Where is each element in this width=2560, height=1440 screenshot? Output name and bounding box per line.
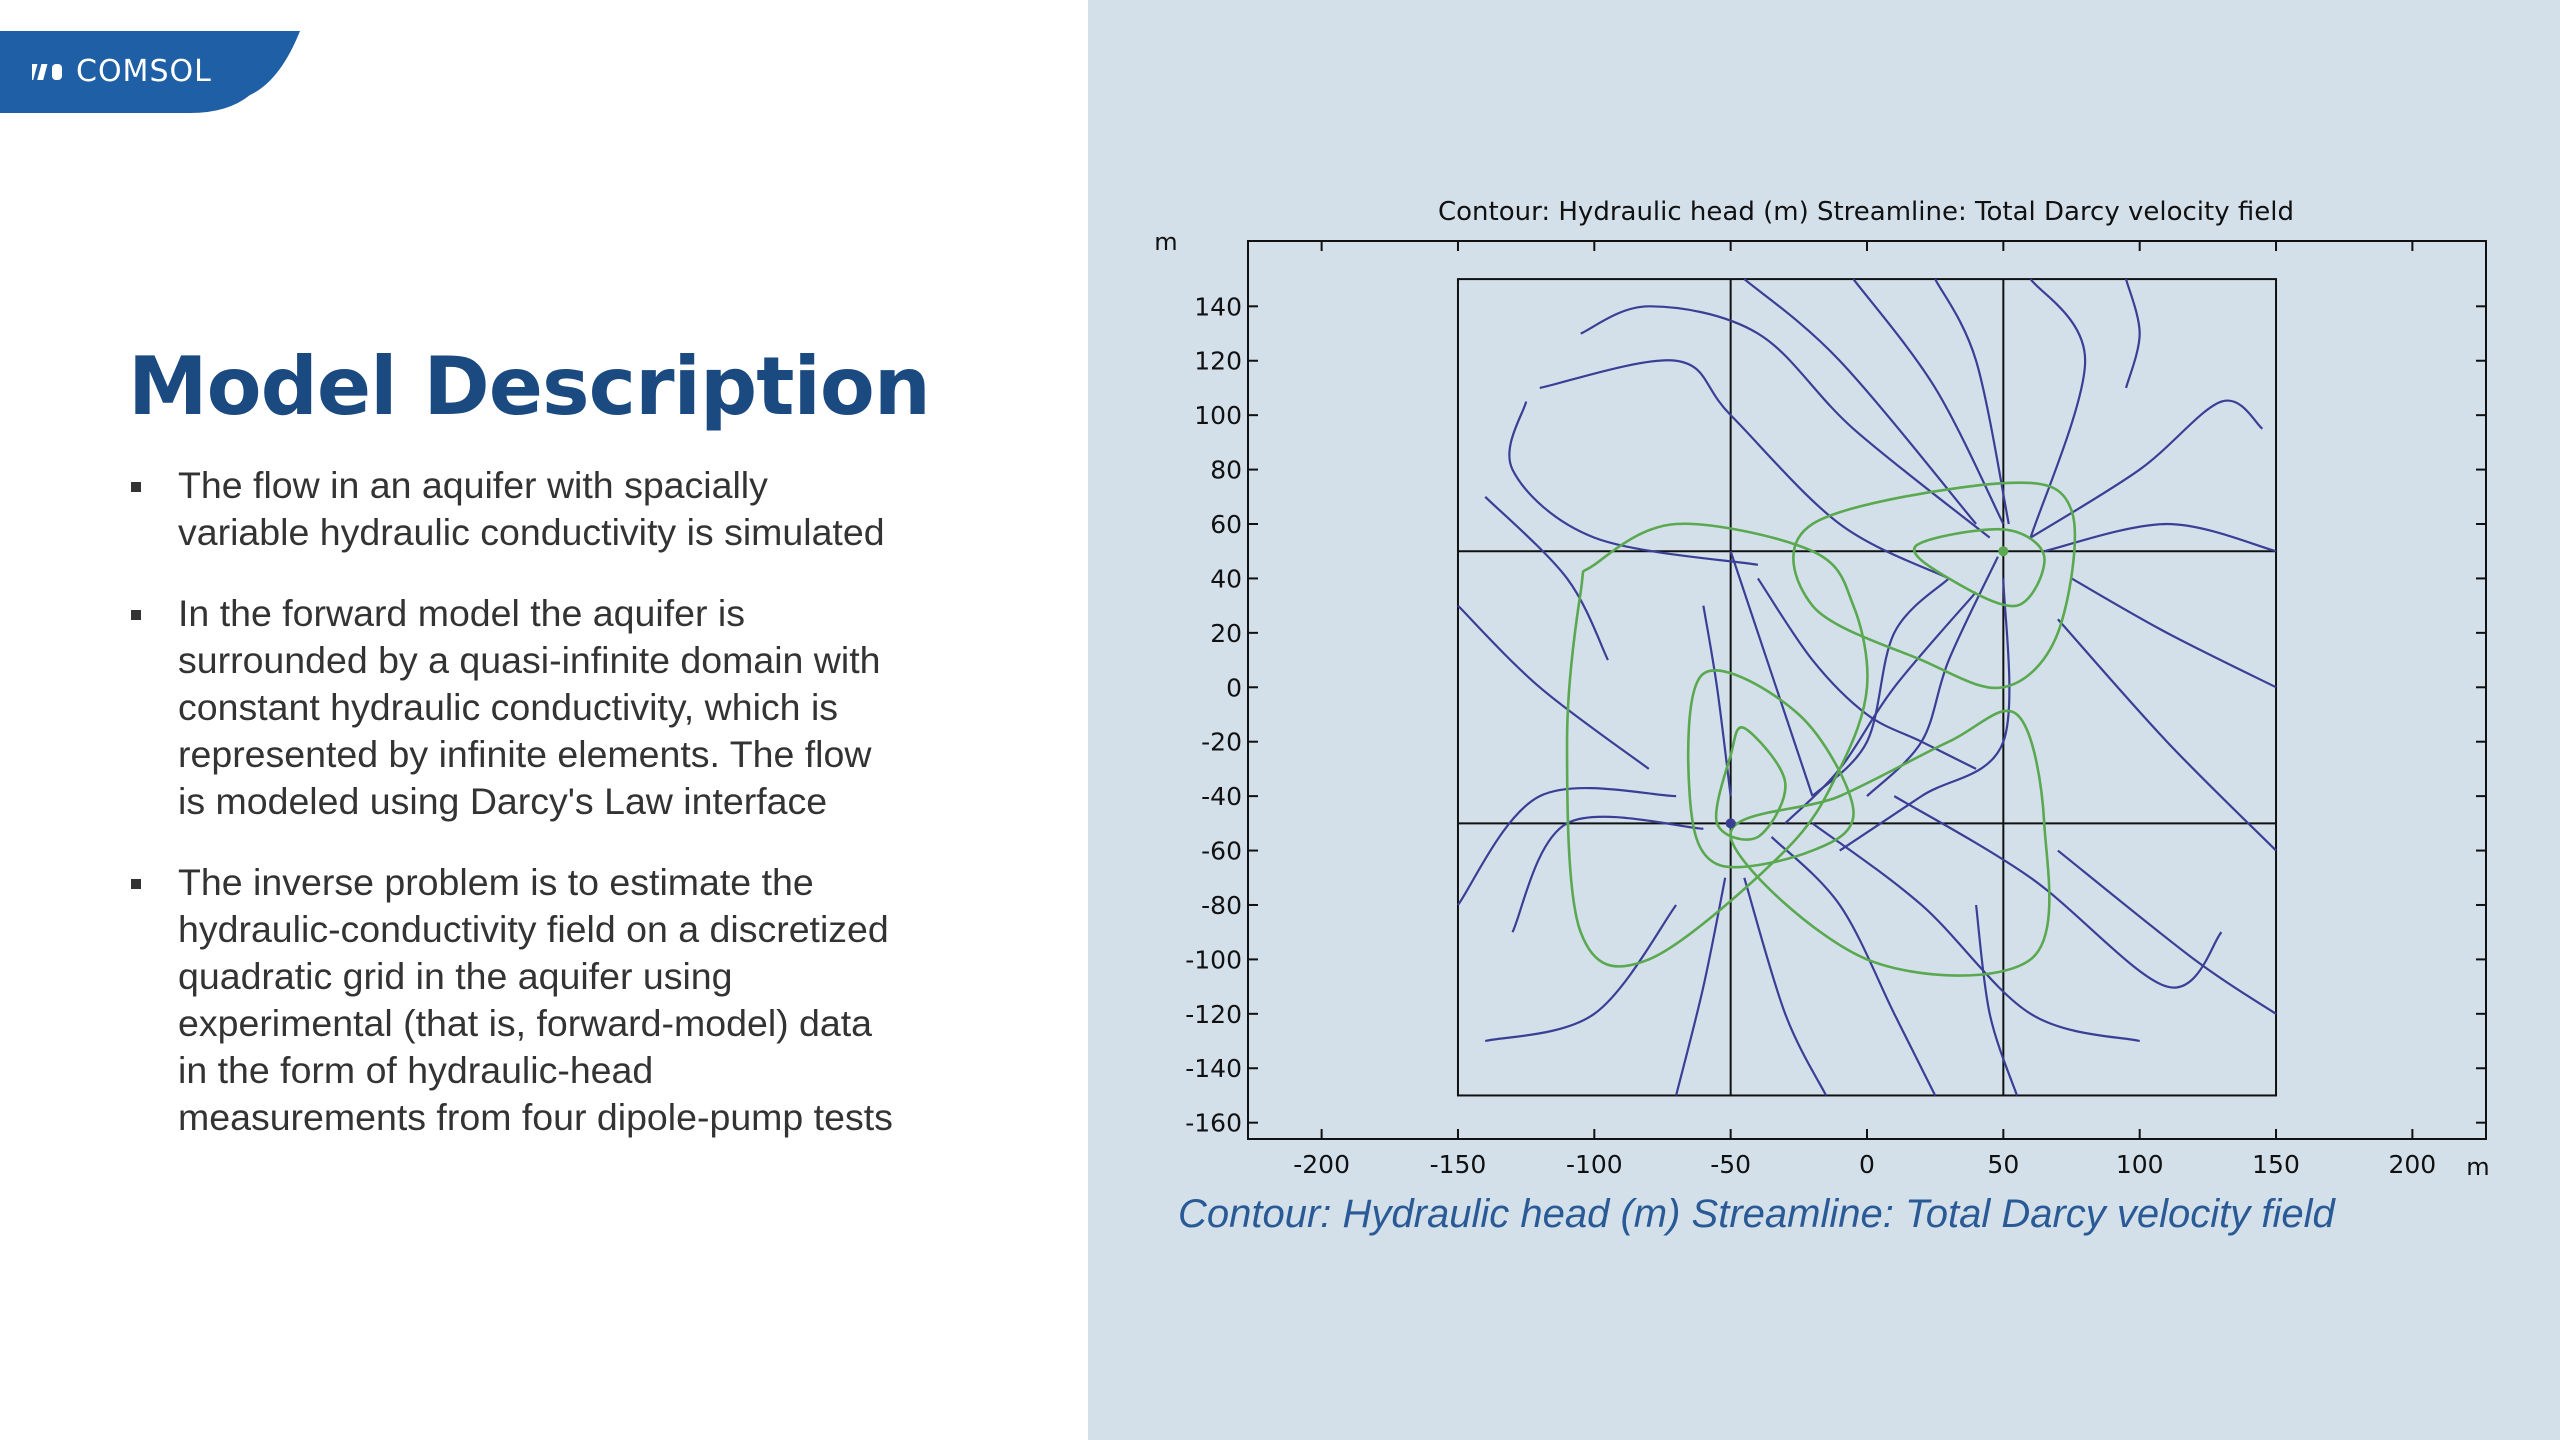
bullet-item xyxy=(128,859,968,1141)
streamline xyxy=(1509,402,1758,565)
well-marker xyxy=(1726,818,1736,828)
streamline xyxy=(2126,279,2140,388)
contour-line xyxy=(1914,529,2044,606)
streamline xyxy=(1744,279,1976,524)
y-tick-label: 60 xyxy=(1210,510,1242,540)
x-tick-label: 150 xyxy=(2252,1150,2300,1179)
contour-line xyxy=(1793,483,2074,688)
y-tick-label: -160 xyxy=(1185,1108,1242,1138)
bullet-item xyxy=(128,590,968,825)
y-tick-label: 100 xyxy=(1194,401,1242,431)
streamline xyxy=(2031,401,2263,538)
well-marker xyxy=(1998,546,2008,556)
y-tick-label: -80 xyxy=(1201,890,1242,920)
streamline xyxy=(1785,592,1976,823)
comsol-logo-text: COMSOL xyxy=(76,54,212,89)
streamline xyxy=(1976,905,2017,1095)
x-tick-label: 0 xyxy=(1859,1150,1875,1179)
y-tick-label: -140 xyxy=(1185,1054,1242,1084)
streamline xyxy=(1812,578,1948,796)
streamline xyxy=(1894,796,2221,988)
slide-title: Model Description xyxy=(128,340,930,433)
streamline xyxy=(2044,524,2276,551)
contour-line xyxy=(1567,524,1867,967)
y-tick-label: 140 xyxy=(1194,292,1242,322)
bullet-item xyxy=(128,462,968,556)
y-tick-label: 120 xyxy=(1194,346,1242,376)
x-tick-label: -200 xyxy=(1293,1150,1351,1179)
streamline xyxy=(1458,606,1649,769)
figure-caption: Contour: Hydraulic head (m) Streamline: Total Darcy velocity field xyxy=(1178,1192,2335,1236)
x-tick-label: 100 xyxy=(2115,1150,2164,1179)
bullet-text: In the forward model the aquifer is surrounded by a quasi-infinite domain with constant hydraulic conductivity, which is represented by infinite elements. The flow is modeled using Darcy's Law interface xyxy=(178,592,881,822)
streamline xyxy=(1812,823,2139,1041)
x-tick-label: 50 xyxy=(1987,1150,2020,1179)
x-tick-label: -50 xyxy=(1710,1150,1752,1179)
streamline xyxy=(1485,905,1676,1041)
bullet-marker xyxy=(131,879,141,889)
comsol-logo-icon xyxy=(32,62,72,82)
x-tick-label: -150 xyxy=(1429,1150,1487,1179)
y-tick-label: -20 xyxy=(1201,727,1242,757)
y-tick-label: -120 xyxy=(1185,999,1242,1029)
streamline xyxy=(1540,360,1949,578)
streamline xyxy=(1581,306,1990,537)
streamline xyxy=(1485,497,1608,660)
y-tick-label: 20 xyxy=(1210,618,1242,648)
bullet-text: The flow in an aquifer with spacially variable hydraulic conductivity is simulated xyxy=(178,464,885,553)
x-axis-unit: m xyxy=(2466,1153,2490,1181)
y-tick-label: -40 xyxy=(1201,782,1242,812)
streamline xyxy=(2031,279,2086,538)
streamline xyxy=(2058,851,2276,1014)
y-tick-label: 0 xyxy=(1226,673,1242,703)
bullet-marker xyxy=(131,482,141,492)
streamline xyxy=(1513,817,1704,932)
hydraulic-head-chart xyxy=(1088,0,2560,1200)
bullet-text: The inverse problem is to estimate the hydraulic-conductivity field on a discretized quadratic grid in the aquifer using experimental (that is, forward-model) data in the form of hydraulic-head measurements from four dipole-pump tests xyxy=(178,861,893,1138)
streamline xyxy=(1772,837,1936,1096)
y-tick-label: -100 xyxy=(1185,945,1242,975)
bullet-list xyxy=(128,462,968,1175)
y-tick-label: 80 xyxy=(1210,455,1242,485)
y-tick-label: -60 xyxy=(1201,836,1242,866)
bullet-marker xyxy=(131,610,141,620)
streamline xyxy=(1744,878,1826,1096)
x-tick-label: 200 xyxy=(2388,1150,2437,1179)
chart-title: Contour: Hydraulic head (m) Streamline: Total Darcy velocity field xyxy=(1438,197,2294,227)
y-tick-label: 40 xyxy=(1210,564,1242,594)
x-tick-label: -100 xyxy=(1565,1150,1623,1179)
y-axis-unit: m xyxy=(1154,228,1178,256)
streamline xyxy=(2058,619,2276,850)
